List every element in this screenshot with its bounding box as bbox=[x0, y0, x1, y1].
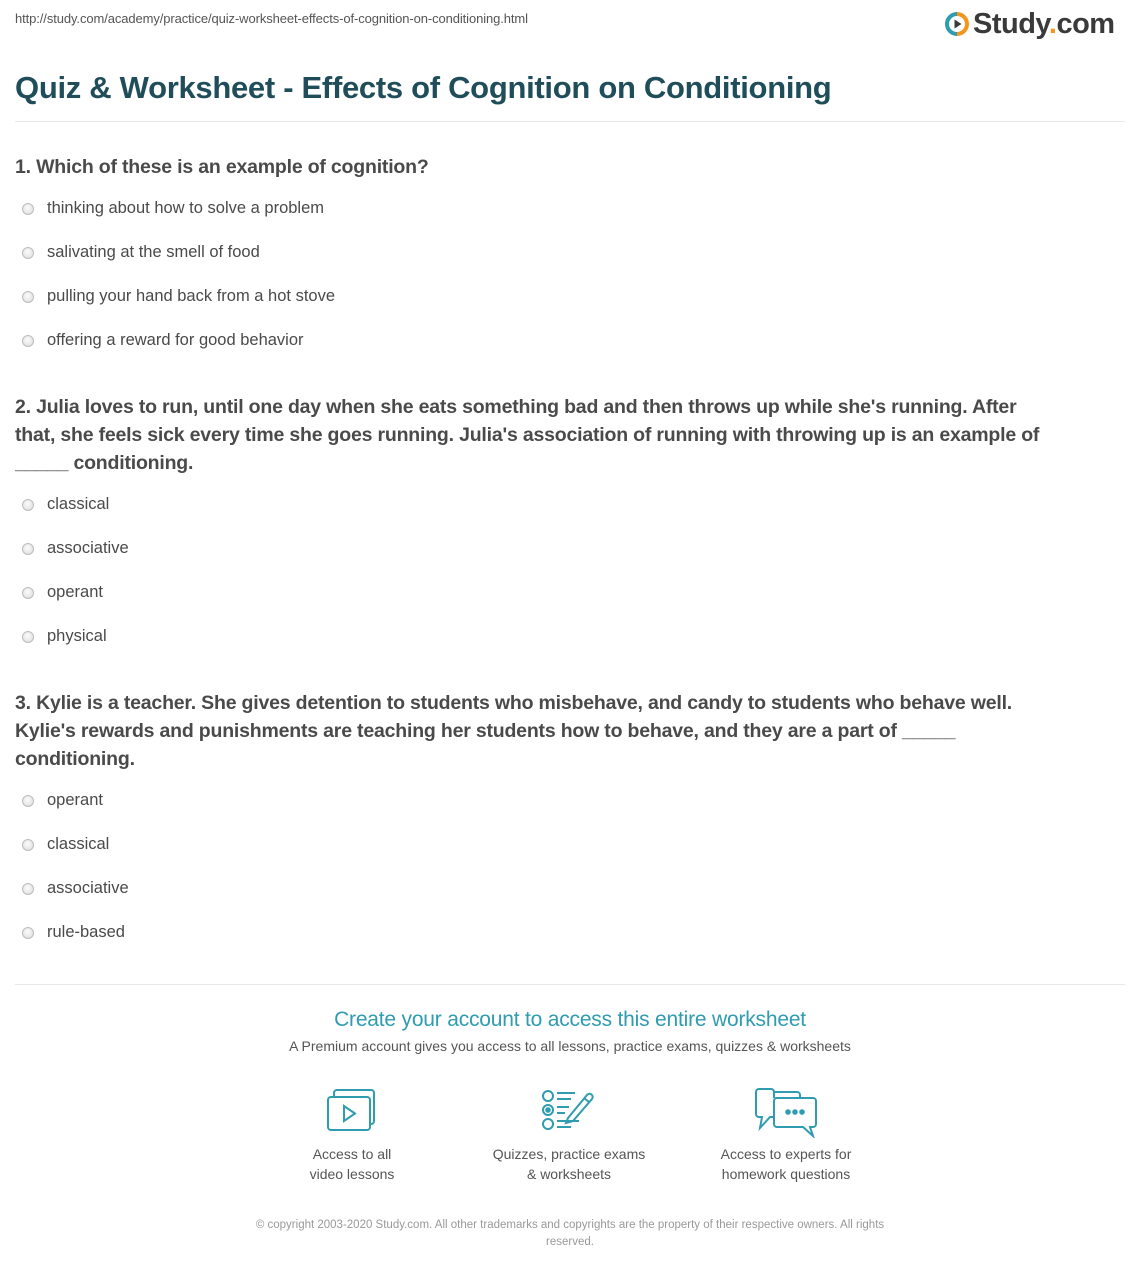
feature-label-line: video lessons bbox=[309, 1166, 395, 1182]
option-label: offering a reward for good behavior bbox=[47, 331, 304, 349]
question-3-option-3[interactable] bbox=[22, 879, 129, 898]
feature-label-line: Access to all bbox=[312, 1146, 392, 1162]
copyright-line: reserved. bbox=[546, 1236, 594, 1248]
question-1-option-4[interactable] bbox=[22, 331, 304, 350]
question-3-text-line: conditioning. bbox=[15, 748, 135, 770]
chat-bubbles-icon bbox=[754, 1088, 818, 1138]
question-1 bbox=[15, 153, 1125, 181]
page-title: Quiz & Worksheet - Effects of Cognition on Conditioning bbox=[15, 70, 832, 105]
option-label: classical bbox=[47, 495, 110, 513]
radio-button[interactable] bbox=[22, 795, 34, 807]
page-url: http://study.com/academy/practice/quiz-worksheet-effects-of-cognition-on-conditioning.html bbox=[15, 11, 528, 26]
question-1-option-1[interactable] bbox=[22, 199, 324, 218]
create-account-link[interactable]: Create your account to access this entire worksheet bbox=[334, 1008, 806, 1031]
video-lessons-icon bbox=[326, 1088, 378, 1132]
question-2-text-line: 2. Julia loves to run, until one day when she eats something bad and then throws up while she's running. After bbox=[15, 396, 1017, 418]
question-2-text-line: _____ conditioning. bbox=[15, 452, 194, 474]
copyright-notice bbox=[210, 1217, 930, 1251]
option-label: thinking about how to solve a problem bbox=[47, 199, 325, 217]
question-3 bbox=[15, 689, 1125, 773]
feature-label-line: Access to experts for bbox=[720, 1146, 852, 1162]
radio-button[interactable] bbox=[22, 543, 34, 555]
radio-button[interactable] bbox=[22, 247, 34, 259]
feature-experts bbox=[686, 1088, 886, 1184]
feature-quizzes bbox=[469, 1088, 669, 1184]
cta-subtitle: A Premium account gives you access to all lessons, practice exams, quizzes & worksheets bbox=[289, 1038, 851, 1054]
option-label: rule-based bbox=[47, 923, 125, 941]
radio-button[interactable] bbox=[22, 927, 34, 939]
title-divider bbox=[15, 121, 1125, 122]
radio-button[interactable] bbox=[22, 335, 34, 347]
option-label: operant bbox=[47, 583, 103, 601]
study-com-logo[interactable] bbox=[945, 8, 1115, 40]
radio-button[interactable] bbox=[22, 203, 34, 215]
question-3-text-line: 3. Kylie is a teacher. She gives detention to students who misbehave, and candy to students who behave well. bbox=[15, 692, 1012, 714]
play-circle-icon bbox=[945, 12, 969, 36]
questions-divider bbox=[15, 984, 1125, 985]
feature-label-line: Quizzes, practice exams bbox=[492, 1146, 646, 1162]
radio-button[interactable] bbox=[22, 587, 34, 599]
feature-video-lessons bbox=[252, 1088, 452, 1184]
question-3-text-line: Kylie's rewards and punishments are teaching her students how to behave, and they are a part of _____ bbox=[15, 720, 956, 742]
radio-button[interactable] bbox=[22, 291, 34, 303]
logo-wordmark: Study.com bbox=[973, 8, 1115, 40]
radio-button[interactable] bbox=[22, 839, 34, 851]
option-label: pulling your hand back from a hot stove bbox=[47, 287, 336, 305]
question-1-option-3[interactable] bbox=[22, 287, 335, 306]
feature-label-line: homework questions bbox=[721, 1166, 851, 1182]
copyright-line: © copyright 2003-2020 Study.com. All other trademarks and copyrights are the property of their respective owners. All rights bbox=[255, 1219, 885, 1231]
question-2-option-4[interactable] bbox=[22, 627, 107, 646]
option-label: salivating at the smell of food bbox=[47, 243, 260, 261]
option-label: operant bbox=[47, 791, 103, 809]
question-3-option-4[interactable] bbox=[22, 923, 125, 942]
radio-button[interactable] bbox=[22, 883, 34, 895]
option-label: associative bbox=[47, 879, 129, 897]
question-2-text-line: that, she feels sick every time she goes running. Julia's association of running with throwing up is an example of bbox=[15, 424, 1040, 446]
question-1-text: 1. Which of these is an example of cognition? bbox=[15, 156, 429, 178]
question-2-option-2[interactable] bbox=[22, 539, 129, 558]
radio-button[interactable] bbox=[22, 631, 34, 643]
question-3-option-1[interactable] bbox=[22, 791, 103, 810]
quiz-checklist-icon bbox=[541, 1088, 597, 1132]
question-2-option-1[interactable] bbox=[22, 495, 109, 514]
question-3-option-2[interactable] bbox=[22, 835, 109, 854]
question-2 bbox=[15, 393, 1125, 477]
question-2-option-3[interactable] bbox=[22, 583, 103, 602]
option-label: physical bbox=[47, 627, 107, 645]
option-label: classical bbox=[47, 835, 110, 853]
option-label: associative bbox=[47, 539, 129, 557]
radio-button[interactable] bbox=[22, 499, 34, 511]
question-1-option-2[interactable] bbox=[22, 243, 260, 262]
feature-label-line: & worksheets bbox=[526, 1166, 612, 1182]
